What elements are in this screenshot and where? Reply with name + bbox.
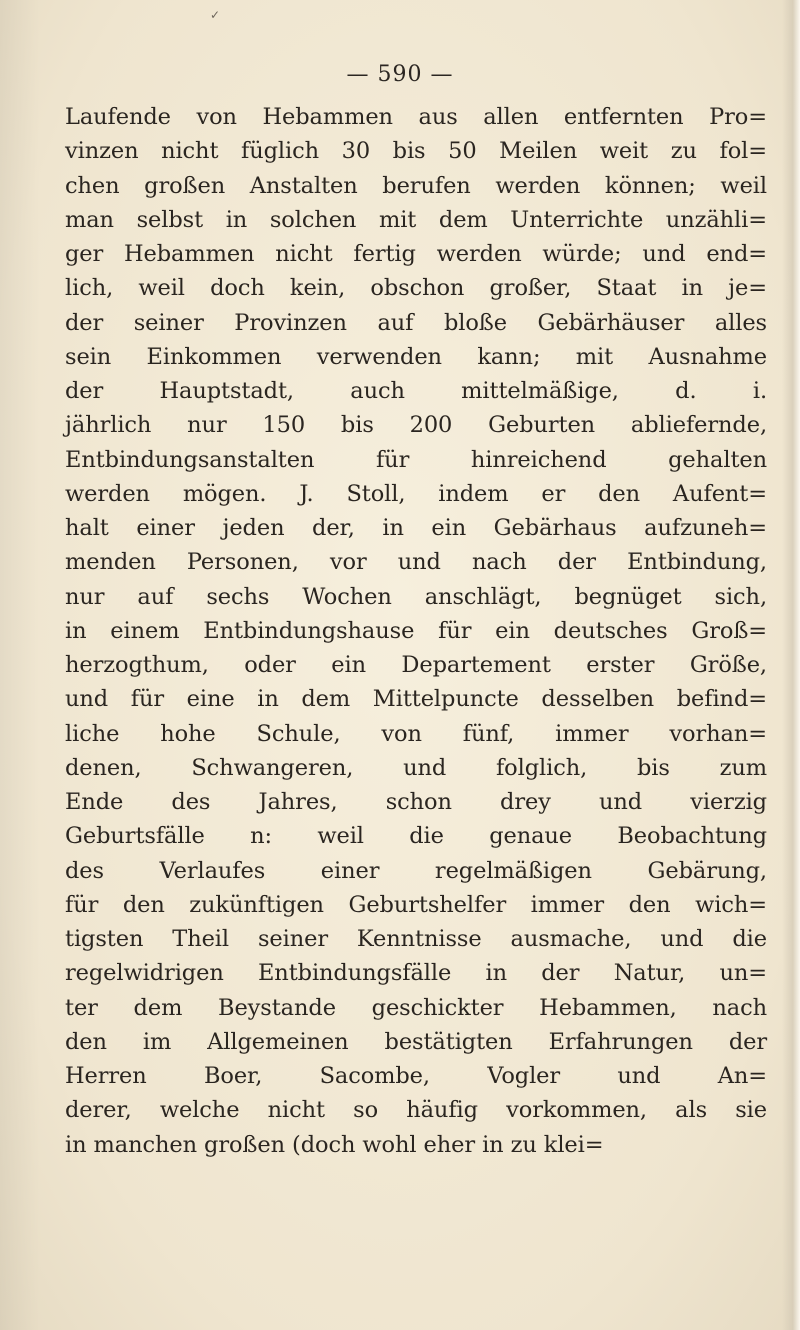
text-line: man selbst in solchen mit dem Unterrichte unzähli= bbox=[65, 206, 767, 233]
text-line: Ende des Jahres, schon drey und vierzig bbox=[65, 789, 767, 815]
text-line: liche hohe Schule, von fünf, immer vorhan= bbox=[65, 720, 767, 747]
text-line: Laufende von Hebammen aus allen entfernten Pro= bbox=[65, 104, 767, 130]
text-line: der seiner Provinzen auf bloße Gebärhäuser alles bbox=[65, 309, 767, 336]
text-line: derer, welche nicht so häufig vorkommen, als sie bbox=[65, 1097, 767, 1124]
text-line: und für eine in dem Mittelpuncte desselben befind= bbox=[65, 686, 767, 713]
text-line: halt einer jeden der, in ein Gebärhaus aufzuneh= bbox=[65, 515, 767, 541]
text-line: Geburtsfälle n: weil die genaue Beobachtung bbox=[65, 823, 767, 850]
text-line: sein Einkommen verwenden kann; mit Ausnahme bbox=[65, 343, 767, 370]
text-line: menden Personen, vor und nach der Entbindung, bbox=[65, 549, 767, 576]
text-line: werden mögen. J. Stoll, indem er den Aufent= bbox=[65, 480, 767, 507]
body-text bbox=[65, 100, 767, 1162]
text-line: Herren Boer, Sacombe, Vogler und An= bbox=[65, 1063, 767, 1089]
text-line: tigsten Theil seiner Kenntnisse ausmache, und die bbox=[65, 926, 767, 952]
text-line: des Verlaufes einer regelmäßigen Gebärung, bbox=[65, 857, 767, 884]
text-line: ter dem Beystande geschickter Hebammen, nach bbox=[65, 994, 767, 1021]
text-line: regelwidrigen Entbindungsfälle in der Natur, un= bbox=[65, 960, 767, 987]
text-line: nur auf sechs Wochen anschlägt, begnüget sich, bbox=[65, 583, 767, 610]
text-line: der Hauptstadt, auch mittelmäßige, d. i. bbox=[65, 378, 767, 404]
text-line: den im Allgemeinen bestätigten Erfahrungen der bbox=[65, 1028, 767, 1055]
text-line: Entbindungsanstalten für hinreichend gehalten bbox=[65, 446, 767, 473]
text-line: ger Hebammen nicht fertig werden würde; und end= bbox=[65, 241, 767, 267]
text-line: herzogthum, oder ein Departement erster Größe, bbox=[65, 652, 767, 678]
text-line: chen großen Anstalten berufen werden können; weil bbox=[65, 172, 767, 199]
page-edge bbox=[782, 0, 800, 1330]
text-line: jährlich nur 150 bis 200 Geburten abliefernde, bbox=[65, 412, 767, 439]
text-line: in einem Entbindungshause für ein deutsches Groß= bbox=[65, 617, 767, 644]
text-line: in manchen großen (doch wohl eher in zu klei= bbox=[65, 1131, 604, 1158]
page-number: — 590 — bbox=[346, 62, 454, 87]
text-line: für den zukünftigen Geburtshelfer immer den wich= bbox=[65, 891, 767, 918]
margin-mark: ✓ bbox=[210, 8, 221, 22]
text-line: denen, Schwangeren, und folglich, bis zum bbox=[65, 754, 767, 781]
text-line: lich, weil doch kein, obschon großer, Staat in je= bbox=[65, 275, 767, 302]
text-line: vinzen nicht füglich 30 bis 50 Meilen weit zu fol= bbox=[65, 138, 767, 165]
